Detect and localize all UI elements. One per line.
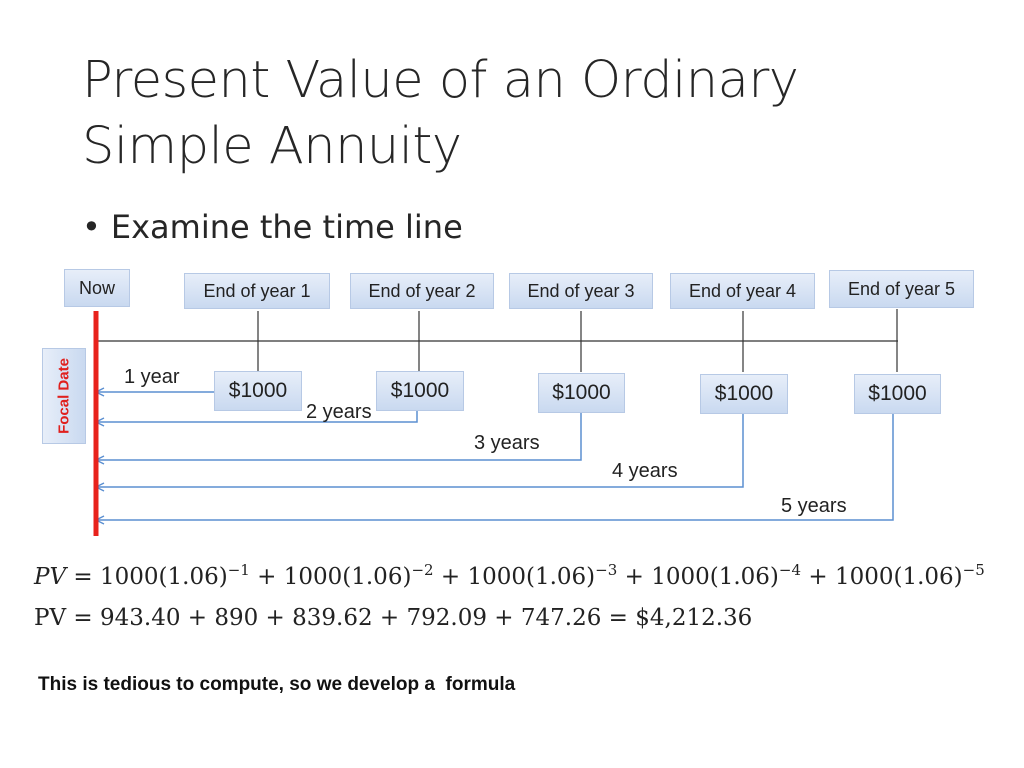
bullet-dot-icon: • xyxy=(82,208,101,246)
period-label-3: End of year 3 xyxy=(509,273,653,309)
period-label-4: End of year 4 xyxy=(670,273,815,309)
payment-5: $1000 xyxy=(854,374,941,414)
term-3: $1000(1.06)^{-3}$ xyxy=(467,561,618,590)
duration-label-3: 3 years xyxy=(474,432,540,454)
period-label-5: End of year 5 xyxy=(829,270,974,308)
duration-label-1: 1 year xyxy=(124,366,180,388)
focal-date-label xyxy=(42,348,86,444)
bullet-text: Examine the time line xyxy=(110,208,463,246)
payment-2: $1000 xyxy=(376,371,464,411)
pv-symbol: PV xyxy=(34,564,67,590)
footer-note: This is tedious to compute, so we develop a formula xyxy=(38,674,516,695)
duration-label-4: 4 years xyxy=(612,460,678,482)
term-5: $1000(1.06)^{-5}$ xyxy=(834,561,985,590)
period-label-2: End of year 2 xyxy=(350,273,494,309)
payment-1: $1000 xyxy=(214,371,302,411)
title-rest: of an Ordinary xyxy=(423,51,799,110)
term-1: $1000(1.06)^{-1}$ xyxy=(100,561,250,590)
arrow-year-5 xyxy=(96,414,893,520)
title-emphasis: Present Value xyxy=(82,51,424,110)
duration-label-5: 5 years xyxy=(781,495,847,517)
term-2: $1000(1.06)^{-2}$ xyxy=(283,561,434,590)
focal-date-text: Focal Date xyxy=(55,358,73,434)
payment-4: $1000 xyxy=(700,374,788,414)
equation-line-1: PV = $1000(1.06)^{-1} + 1000(1.06)^{-2} + 1000(1.06)^{-3} + 1000(1.06)^{-4} + 1000(1.06)^{-5}$ xyxy=(34,561,985,590)
duration-label-2: 2 years xyxy=(306,401,372,423)
payment-3: $1000 xyxy=(538,373,625,413)
equation-line-2: PV = 943.40 + 890 + 839.62 + 792.09 + 747.26 = $4,212.36 xyxy=(34,605,753,631)
now-label: Now xyxy=(64,269,130,307)
term-4: $1000(1.06)^{-4}$ xyxy=(651,561,802,590)
period-label-1: End of year 1 xyxy=(184,273,330,309)
title-line2: Simple Annuity xyxy=(82,117,462,176)
